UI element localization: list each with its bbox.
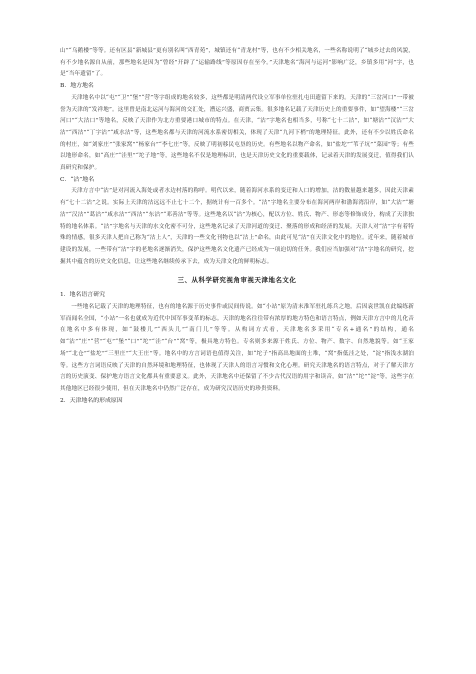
subheading-1: 1．地名语言研究 bbox=[60, 292, 105, 299]
paragraph-place-names: 天津地名中以“屯”“卫”“堡”“营”等字组成的地名较多，这些都是明清两代设立军事单位驻扎屯田遗留下来的。天津的“三岔河口”一带被誉为天津的“发祥地”。这里曾是南北运河与海河的交汇处，漕运兴盛，商贾云集。很多地名记载了天津历史上的重要事件，如“望海楼”“三岔河口”“大沽口”等地名，反映了天津作为北方重要港口城市的特点。在天津，“沽”字地名也相当多，号称“七十二沽”，如“塘沽”“汉沽”“大沽”“西沽”“丁字沽”“咸水沽”等，这些地名都与天津的河流水系密切相关，体现了天津“九河下梢”的地理特征。此外，还有不少以姓氏命名的村庄，如“刘家庄”“张家窝”“杨家台”“李七庄”等，反映了明初移民屯垦的历史。有些地名以物产命名，如“盐坨”“苇子坑”“菜园”等；有些以地形命名，如“高庄”“洼里”“坨子地”等，这些地名不仅是地理标识，也是天津历史文化的重要载体，记录着天津的发展变迁，值得我们认真研究和保护。 bbox=[60, 94, 414, 172]
page-content bbox=[60, 46, 414, 407]
paragraph-gu-names: 天津方言中“沽”是对河流入海处或者水边村落的称呼。明代以来，随着海河水系的变迁和人口的增加，沽的数量越来越多，因此天津素有“七十二沽”之说。实际上天津的沽远远不止七十二个，据统计有一百多个。“沽”字地名主要分布在海河两岸和渤海湾沿岸，如“大沽”“塘沽”“汉沽”“葛沽”“咸水沽”“西沽”“东沽”“邓善沽”等等。这些地名以“沽”为核心，配以方位、姓氏、物产、形态等修饰成分，构成了天津独特的地名体系。“沽”字地名与天津的水文化密不可分，这些地名记录了天津河道的变迁、聚落的形成和经济的发展。天津人对“沽”字有着特殊的情感，很多天津人把自己称为“沽上人”，天津的一些文化刊物也以“沽上”命名，由此可见“沽”在天津文化中的地位。近年来，随着城市建设的发展，一些带有“沽”字的老地名逐渐消失，保护这些地名文化遗产已经成为一项迫切的任务。我们应当加强对“沽”字地名的研究，挖掘其中蕴含的历史文化信息，让这些地名继续传承下去，成为天津文化的鲜明标志。 bbox=[60, 188, 414, 265]
subheading-2: 2．天津地名的形成原因 bbox=[60, 397, 123, 404]
paragraph-intro: 山”“乌鹅楼”等等。还有区县“新城县”更有别名叫“西青苑”，城镇还有“青龙村”等，也有不少相关地名，一些名称说明了“城乡过去的风貌，有不少地名源自从前，那些地名是因为“曾经”开辟了“运输路线”等原因存在至今。”天津地名“海河与运河”影响广泛，乡镇多用“河”字，也是“当年遗留”了。 bbox=[60, 48, 414, 78]
section-gap bbox=[60, 268, 414, 270]
subheading-c: C．“沽”地名 bbox=[60, 176, 95, 183]
paragraph-language-study: 一些地名记载了天津的地理特征，也有的地名源于历史事件或民间传说。如“小站”原为清末淮军驻扎练兵之地，后因袁世凯在此编练新军而闻名全国，“小站”一名也就成为近代中国军事变革的标志。天津的地名往往带有浓厚的地方特色和语言特点，例如天津方言中的儿化音在地名中多有体现，如“鼓楼儿”“西头儿”“南门儿”等等。从构词方式看，天津地名多采用“专名+通名”的结构，通名如“沽”“庄”“营”“屯”“堡”“口”“坨”“洼”“台”“窝”等，极具地方特色。专名则多来源于姓氏、方位、物产、数字、自然地貌等。如“王家场”“北仓”“盐坨”“三里庄”“大王庄”等。地名中的方言词语也值得关注，如“坨子”指高出地面的土堆，“窝”指低洼之处，“淀”指浅水湖泊等。这些方言词语反映了天津的自然环境和地理特征，也体现了天津人的语言习惯和文化心理。研究天津地名的语言特点，对于了解天津方言的历史演变、保护地方语言文化都具有重要意义。此外，天津地名中还保留了不少古代汉语的用字和读音，如“沽”“坨”“淀”等，这些字在其他地区已经很少使用，但在天津地名中仍然广泛存在，成为研究汉语历史的珍贵资料。 bbox=[60, 304, 414, 392]
subheading-b: B．地方地名 bbox=[60, 83, 94, 90]
section-title: 三、从科学研究视角审视天津地名文化 bbox=[177, 276, 297, 285]
